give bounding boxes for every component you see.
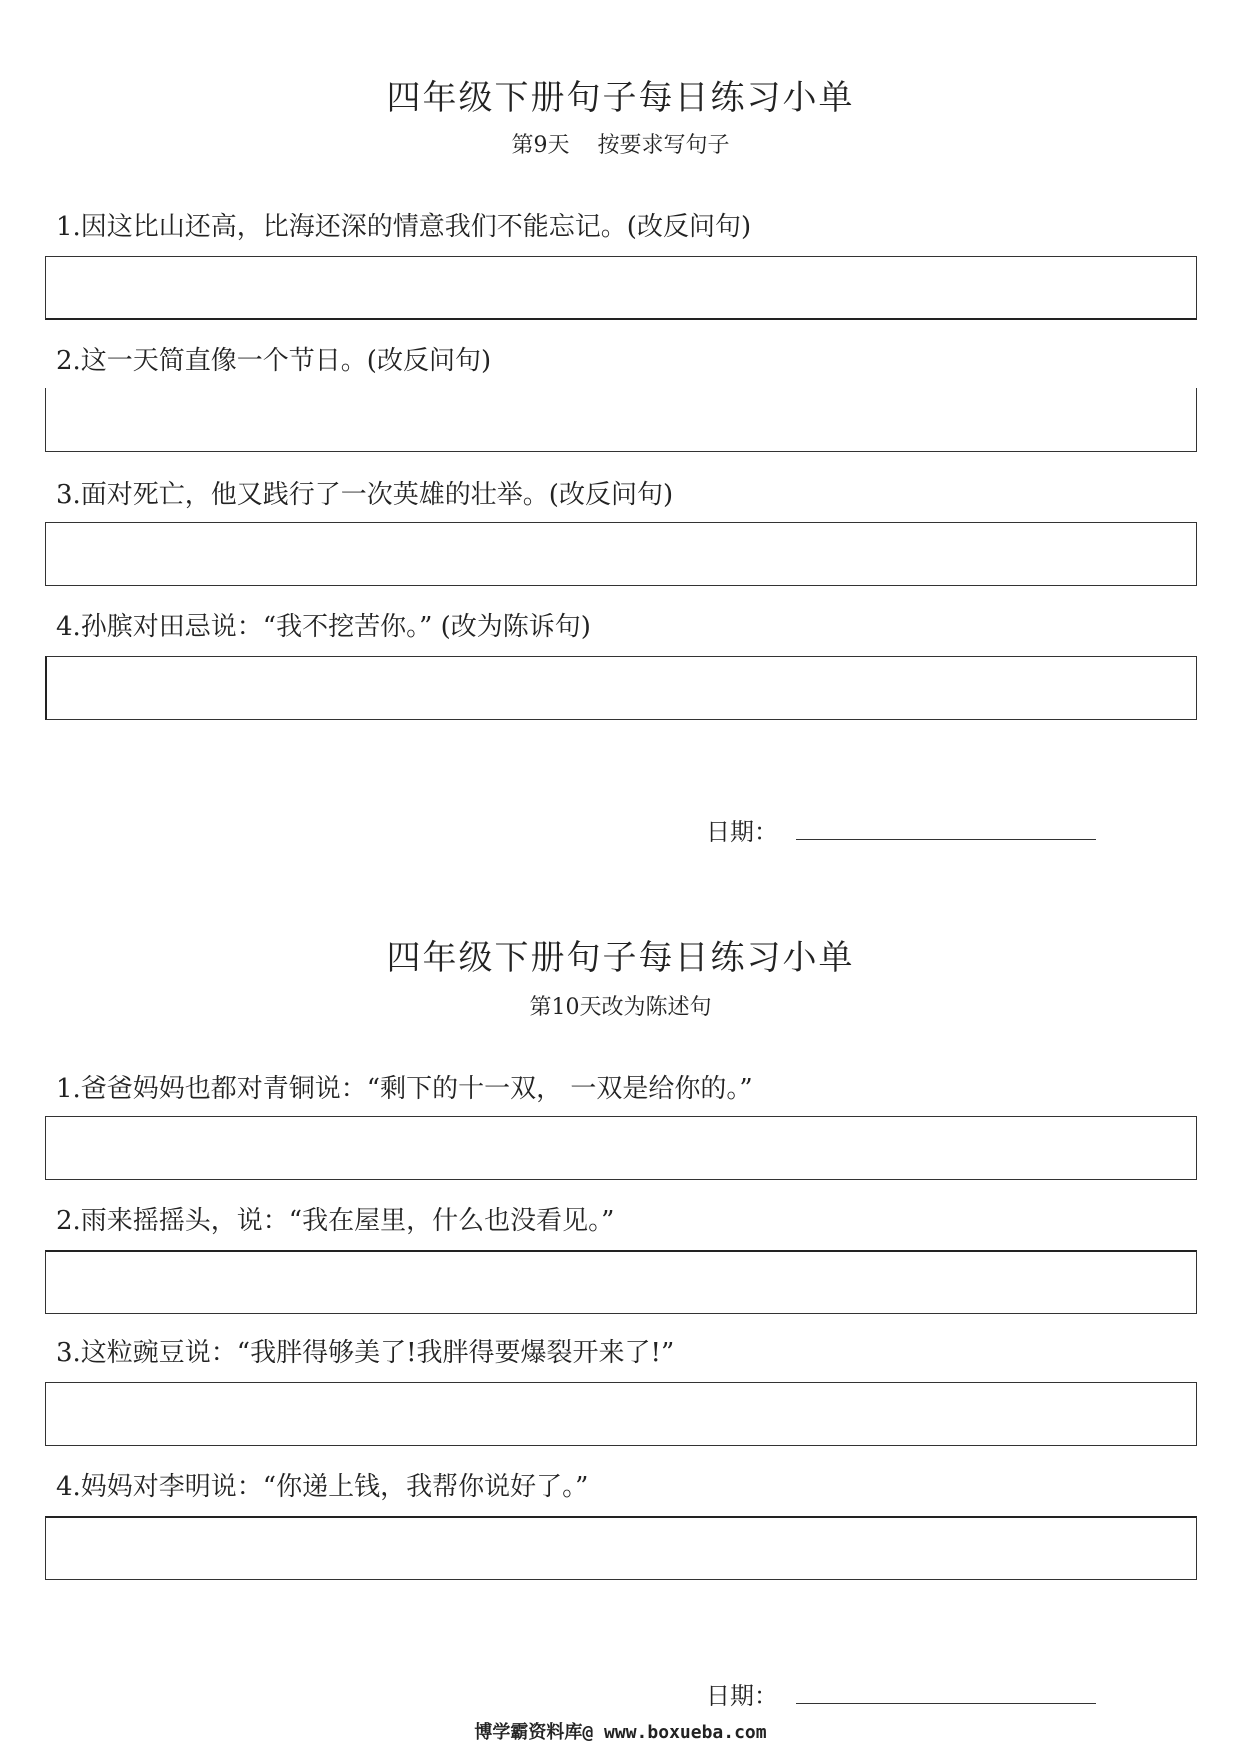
day-label: 第9天 [511, 133, 570, 158]
date-label: 日期： [706, 818, 778, 846]
date-row [706, 812, 1096, 847]
worksheet-subtitle: 第10天改为陈述句 [529, 995, 712, 1020]
footer-site-name: 博学霸资料库 [474, 1722, 583, 1743]
footer-url: @ www.boxueba.com [582, 1722, 767, 1743]
question-2: 2.这一天简直像一个节日。(改反问句) [56, 346, 492, 376]
worksheet-title: 四年级下册句子每日练习小单 [386, 78, 855, 118]
date-row [706, 1676, 1096, 1711]
date-label: 日期： [706, 1682, 778, 1710]
answer-box-2[interactable] [45, 388, 1197, 452]
task-label: 按要求写句子 [597, 133, 730, 158]
question-4: 4.妈妈对李明说：“你递上钱，我帮你说好了。” [56, 1472, 589, 1502]
answer-box-4[interactable] [45, 656, 1197, 720]
date-input-line[interactable] [796, 821, 1096, 840]
question-4: 4.孙膑对田忌说：“我不挖苦你。” (改为陈诉句) [56, 612, 591, 642]
question-2: 2.雨来摇摇头，说：“我在屋里，什么也没看见。” [56, 1206, 615, 1236]
footer-watermark [0, 1718, 1241, 1744]
question-3: 3.面对死亡，他又践行了一次英雄的壮举。(改反问句) [56, 480, 674, 510]
question-1: 1.因这比山还高，比海还深的情意我们不能忘记。(改反问句) [56, 212, 752, 242]
worksheet-title: 四年级下册句子每日练习小单 [386, 938, 855, 978]
question-3: 3.这粒豌豆说：“我胖得够美了!我胖得要爆裂开来了!” [56, 1338, 675, 1368]
question-1: 1.爸爸妈妈也都对青铜说：“剩下的十一双， 一双是给你的。” [56, 1074, 753, 1104]
answer-box-3[interactable] [45, 522, 1197, 586]
answer-box-1[interactable] [45, 1116, 1197, 1180]
answer-box-2[interactable] [45, 1250, 1197, 1314]
answer-box-1[interactable] [45, 256, 1197, 320]
answer-box-3[interactable] [45, 1382, 1197, 1446]
date-input-line[interactable] [796, 1685, 1096, 1704]
worksheet-subtitle [0, 128, 1241, 159]
answer-box-4[interactable] [45, 1516, 1197, 1580]
